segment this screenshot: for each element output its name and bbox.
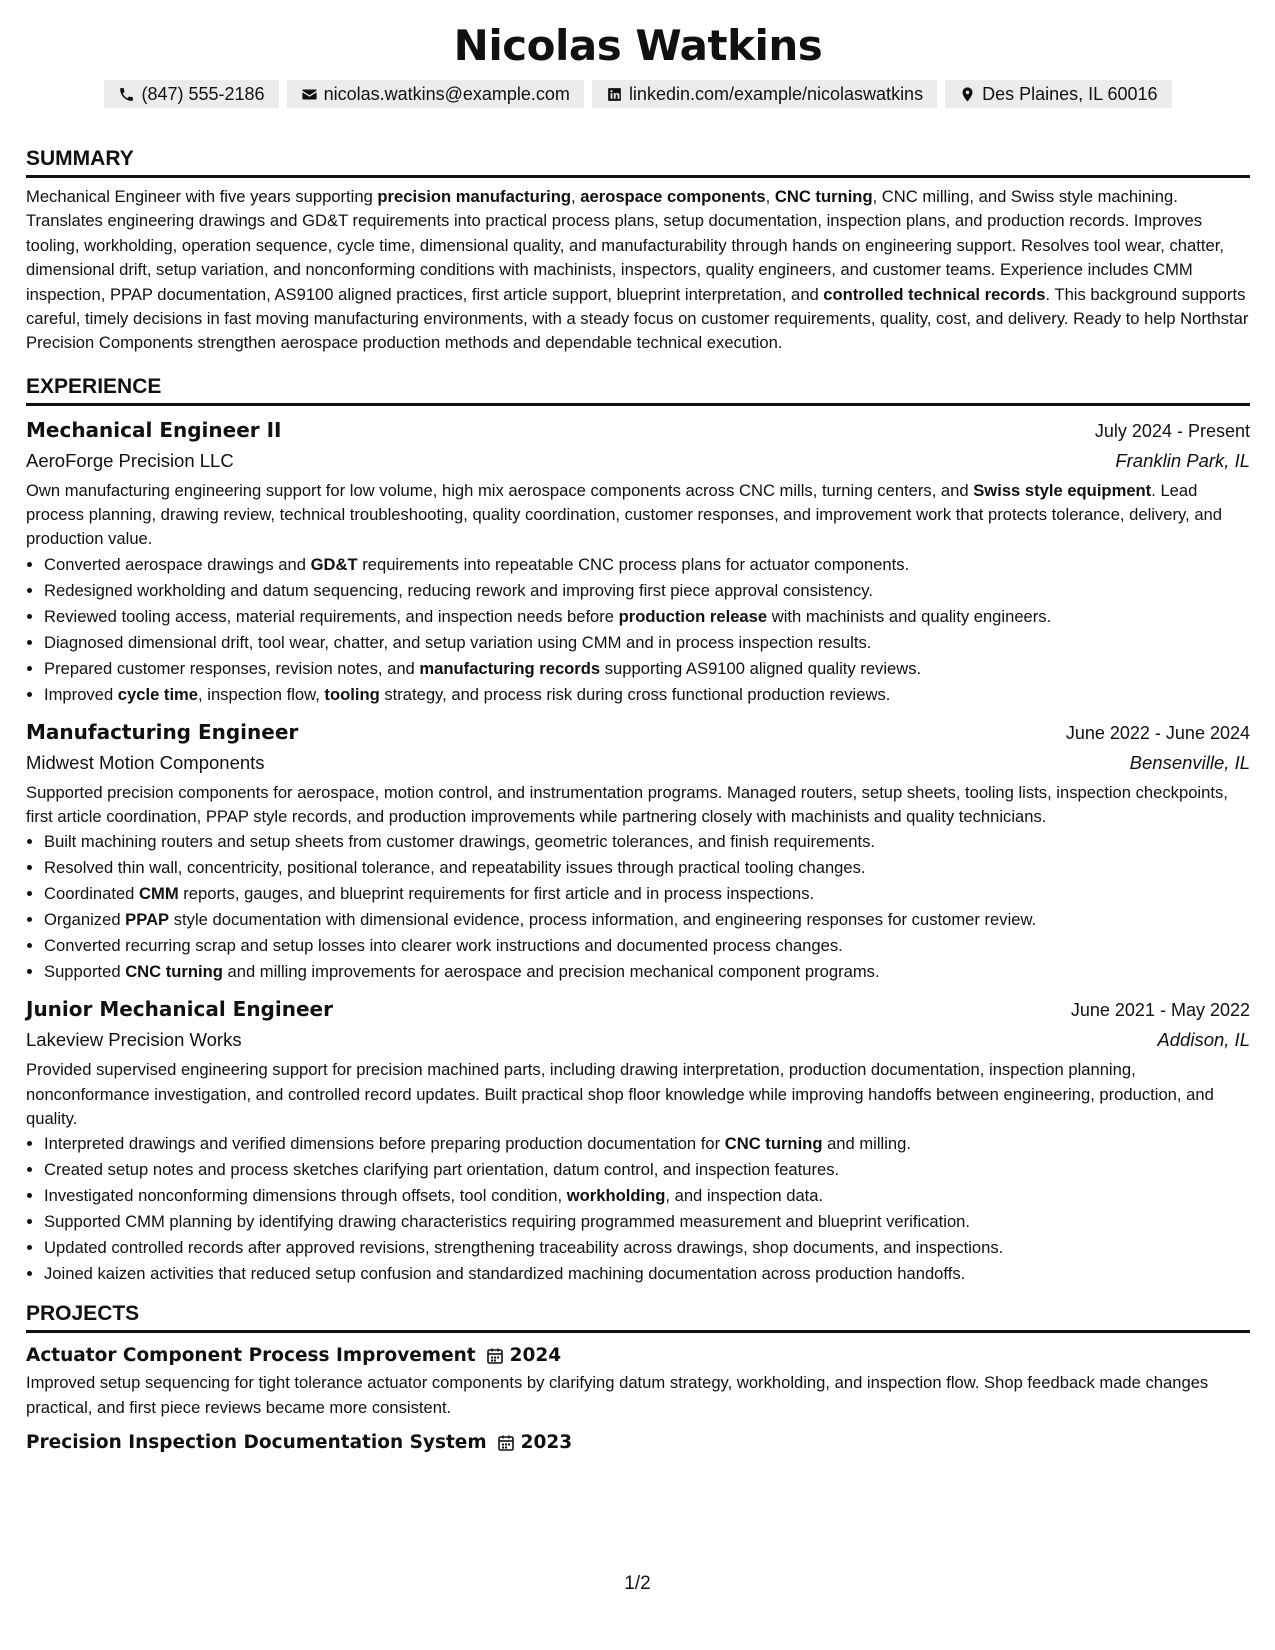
job-description: Own manufacturing engineering support for low volume, high mix aerospace components across CNC mills, turning centers, and Swiss style equipment. Lead process planning, drawing review, technical troubleshooting, quality coordination, customer responses, and improvement work that protects tolerance, delivery, and production value. — [26, 480, 1223, 549]
contact-email — [287, 80, 584, 108]
projects-list — [26, 1341, 1250, 1458]
job-bullets — [26, 552, 1250, 708]
job-bullet: • Organized PPAP style documentation with dimensional evidence, process information, and engineering responses for customer review. — [44, 907, 1250, 933]
job-bullet: • Updated controlled records after approved revisions, strengthening traceability across drawings, shop documents, and inspections. — [44, 1235, 1250, 1261]
job-bullet: • Diagnosed dimensional drift, tool wear, chatter, and setup variation using CMM and in process inspection results. — [44, 630, 1250, 656]
job-bullet: • Prepared customer responses, revision notes, and manufacturing records supporting AS9100 aligned quality reviews. — [44, 656, 1250, 682]
job-entry — [26, 717, 1250, 986]
job-bullet: • Converted recurring scrap and setup losses into clearer work instructions and documented process changes. — [44, 933, 1250, 959]
candidate-name: Nicolas Watkins — [453, 21, 823, 70]
phone-text[interactable]: (847) 555-2186 — [141, 84, 265, 104]
job-bullet: • Joined kaizen activities that reduced setup confusion and standardized machining documentation across production handoffs. — [44, 1261, 1250, 1287]
job-location: Franklin Park, IL — [1115, 449, 1250, 471]
calendar-icon — [486, 1347, 504, 1365]
project-title: Actuator Component Process Improvement — [26, 1345, 476, 1367]
job-title: Mechanical Engineer II — [26, 417, 282, 442]
job-bullet: • Resolved thin wall, concentricity, positional tolerance, and repeatability issues through practical tooling changes. — [44, 855, 1250, 881]
job-bullet: • Redesigned workholding and datum sequencing, reducing rework and improving first piece approval consistency. — [44, 578, 1250, 604]
email-text[interactable]: nicolas.watkins@example.com — [323, 84, 570, 104]
envelope-icon — [301, 86, 318, 103]
job-company: AeroForge Precision LLC — [26, 449, 234, 471]
project-description: Improved setup sequencing for tight tolerance actuator components by clarifying datum strategy, workholding, and inspection flow. Shop feedback made changes practical, and first piece reviews became more consistent. — [26, 1373, 1209, 1417]
contact-location — [945, 80, 1171, 108]
job-entry — [26, 994, 1250, 1287]
job-title: Junior Mechanical Engineer — [26, 997, 333, 1022]
job-dates: June 2022 - June 2024 — [1065, 722, 1250, 743]
job-dates: July 2024 - Present — [1094, 420, 1250, 441]
contact-bar — [26, 80, 1250, 108]
calendar-icon — [497, 1434, 515, 1452]
contact-linkedin — [592, 80, 937, 108]
project-year: 2024 — [509, 1345, 562, 1367]
job-description: Supported precision components for aerospace, motion control, and instrumentation programs. Managed routers, setup sheets, tooling lists, inspection checkpoints, first article coordination, PPAP style records, and production improvements while partnering closely with machinists and quality technicians. — [26, 782, 1228, 827]
project-year: 2023 — [520, 1431, 573, 1453]
job-bullets — [26, 1131, 1250, 1287]
job-location: Addison, IL — [1157, 1029, 1250, 1051]
experience-list — [26, 415, 1250, 1287]
job-bullet: • Supported CMM planning by identifying drawing characteristics requiring programmed measurement and blueprint verification. — [44, 1209, 1250, 1235]
job-bullet: • Built machining routers and setup sheets from customer drawings, geometric tolerances, and finish requirements. — [44, 829, 1250, 855]
projects-heading: PROJECTS — [26, 1301, 1250, 1333]
phone-icon — [118, 86, 135, 103]
project-title: Precision Inspection Documentation System — [26, 1431, 487, 1453]
job-company: Midwest Motion Components — [26, 751, 265, 773]
job-dates: June 2021 - May 2022 — [1070, 1000, 1250, 1021]
job-bullet: • Supported CNC turning and milling improvements for aerospace and precision mechanical component programs. — [44, 959, 1250, 985]
experience-heading: EXPERIENCE — [26, 374, 1250, 406]
page-number: 1/2 — [624, 1573, 651, 1594]
job-bullet: • Coordinated CMM reports, gauges, and blueprint requirements for first article and in process inspections. — [44, 881, 1250, 907]
location-text: Des Plaines, IL 60016 — [982, 84, 1158, 104]
project-entry — [26, 1428, 1250, 1458]
linkedin-text[interactable]: linkedin.com/example/nicolaswatkins — [628, 84, 924, 104]
summary-text: Mechanical Engineer with five years supporting precision manufacturing, aerospace components, CNC turning, CNC milling, and Swiss style machining. Translates engineering drawings and GD&T requirements into practical process plans, setup documentation, inspection plans, and production records. Improves tooling, workholding, operation sequence, cycle time, dimensional quality, and manufacturability through hands on engineering support. Resolves tool wear, chatter, dimensional drift, setup variation, and nonconforming conditions with machinists, inspectors, quality engineers, and customer teams. Experience includes CMM inspection, PPAP documentation, AS9100 aligned practices, first article support, blueprint interpretation, and controlled technical records. This background supports careful, timely decisions in fast moving manufacturing environments, with a steady focus on customer requirements, quality, cost, and delivery. Ready to help Northstar Precision Components strengthen aerospace production methods and dependable technical execution. — [26, 187, 1249, 353]
job-bullet: • Improved cycle time, inspection flow, tooling strategy, and process risk during cross functional production reviews. — [44, 682, 1250, 708]
contact-phone — [104, 80, 278, 108]
project-entry — [26, 1341, 1250, 1420]
job-entry — [26, 415, 1250, 708]
job-bullet: • Reviewed tooling access, material requirements, and inspection needs before production release with machinists and quality engineers. — [44, 604, 1250, 630]
map-pin-icon — [959, 86, 976, 103]
resume-page — [26, 18, 1250, 1458]
job-bullets — [26, 829, 1250, 985]
job-company: Lakeview Precision Works — [26, 1029, 242, 1051]
job-bullet: • Converted aerospace drawings and GD&T requirements into repeatable CNC process plans for actuator components. — [44, 552, 1250, 578]
job-bullet: • Created setup notes and process sketches clarifying part orientation, datum control, and inspection features. — [44, 1157, 1250, 1183]
job-bullet: • Investigated nonconforming dimensions through offsets, tool condition, workholding, and inspection data. — [44, 1183, 1250, 1209]
job-location: Bensenville, IL — [1129, 751, 1250, 773]
job-bullet: • Interpreted drawings and verified dimensions before preparing production documentation for CNC turning and milling. — [44, 1131, 1250, 1157]
linkedin-icon — [606, 86, 623, 103]
job-title: Manufacturing Engineer — [26, 719, 299, 744]
summary-heading: SUMMARY — [26, 146, 1250, 178]
job-description: Provided supervised engineering support for precision machined parts, including drawing interpretation, production documentation, inspection planning, nonconformance investigation, and controlled record updates. Built practical shop floor knowledge while improving handoffs between engineering, production, and quality. — [26, 1060, 1214, 1128]
